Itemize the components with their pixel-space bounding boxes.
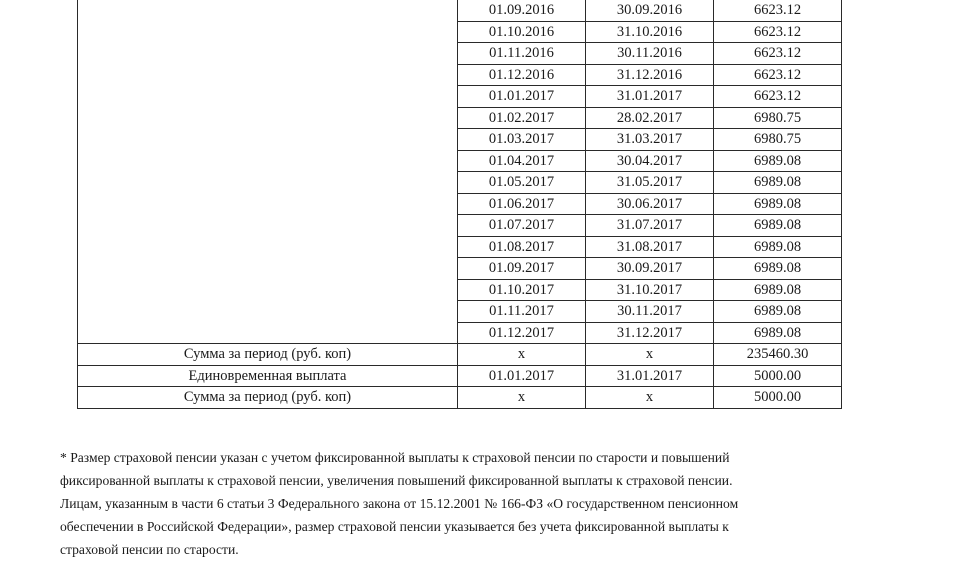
period-to-cell: 31.10.2017 xyxy=(586,279,714,301)
summary-to-cell: х xyxy=(586,387,714,409)
summary-row-lump-sum xyxy=(78,365,842,387)
period-from-cell: 01.12.2016 xyxy=(458,64,586,86)
amount-cell: 6623.12 xyxy=(714,64,842,86)
summary-from-cell: 01.01.2017 xyxy=(458,365,586,387)
period-to-cell: 31.12.2017 xyxy=(586,322,714,344)
period-to-cell: 30.06.2017 xyxy=(586,193,714,215)
period-to-cell: 30.09.2017 xyxy=(586,258,714,280)
period-from-cell: 01.04.2017 xyxy=(458,150,586,172)
footnote xyxy=(60,446,860,561)
period-from-cell: 01.11.2017 xyxy=(458,301,586,323)
summary-to-cell: х xyxy=(586,344,714,366)
amount-cell: 6989.08 xyxy=(714,279,842,301)
amount-cell: 6623.12 xyxy=(714,21,842,43)
amount-cell: 6989.08 xyxy=(714,236,842,258)
summary-label-cell: Единовременная выплата xyxy=(78,365,458,387)
merged-blank-cell xyxy=(78,0,458,344)
period-from-cell: 01.03.2017 xyxy=(458,129,586,151)
summary-row-lump-sum-total xyxy=(78,387,842,409)
footnote-line: Лицам, указанным в части 6 статьи 3 Федерального закона от 15.12.2001 № 166-ФЗ «О государственном пенсионном xyxy=(60,496,739,511)
amount-cell: 6623.12 xyxy=(714,86,842,108)
summary-label-cell: Сумма за период (руб. коп) xyxy=(78,387,458,409)
period-to-cell: 30.11.2016 xyxy=(586,43,714,65)
footnote-line: фиксированной выплаты к страховой пенсии, увеличения повышений фиксированной выплаты к страховой пенсии. xyxy=(60,473,733,488)
summary-amount-cell: 5000.00 xyxy=(714,387,842,409)
amount-cell: 6989.08 xyxy=(714,258,842,280)
period-from-cell: 01.10.2017 xyxy=(458,279,586,301)
period-to-cell: 31.10.2016 xyxy=(586,21,714,43)
period-from-cell: 01.02.2017 xyxy=(458,107,586,129)
period-from-cell: 01.11.2016 xyxy=(458,43,586,65)
amount-cell: 6989.08 xyxy=(714,322,842,344)
period-to-cell: 31.05.2017 xyxy=(586,172,714,194)
amount-cell: 6980.75 xyxy=(714,129,842,151)
period-from-cell: 01.05.2017 xyxy=(458,172,586,194)
footnote-paragraph xyxy=(60,446,860,561)
pension-payments-table xyxy=(77,0,842,409)
period-from-cell: 01.07.2017 xyxy=(458,215,586,237)
amount-cell: 6989.08 xyxy=(714,301,842,323)
period-from-cell: 01.10.2016 xyxy=(458,21,586,43)
period-from-cell: 01.12.2017 xyxy=(458,322,586,344)
period-to-cell: 30.11.2017 xyxy=(586,301,714,323)
summary-amount-cell: 235460.30 xyxy=(714,344,842,366)
period-to-cell: 28.02.2017 xyxy=(586,107,714,129)
amount-cell: 6989.08 xyxy=(714,150,842,172)
period-to-cell: 31.03.2017 xyxy=(586,129,714,151)
summary-row-period-total xyxy=(78,344,842,366)
period-from-cell: 01.06.2017 xyxy=(458,193,586,215)
summary-from-cell: х xyxy=(458,387,586,409)
amount-cell: 6989.08 xyxy=(714,215,842,237)
footnote-line: страховой пенсии по старости. xyxy=(60,542,239,557)
period-from-cell: 01.09.2017 xyxy=(458,258,586,280)
summary-to-cell: 31.01.2017 xyxy=(586,365,714,387)
summary-label-cell: Сумма за период (руб. коп) xyxy=(78,344,458,366)
period-to-cell: 31.12.2016 xyxy=(586,64,714,86)
period-to-cell: 31.08.2017 xyxy=(586,236,714,258)
summary-from-cell: х xyxy=(458,344,586,366)
table-row xyxy=(78,0,842,21)
period-to-cell: 30.04.2017 xyxy=(586,150,714,172)
amount-cell: 6980.75 xyxy=(714,107,842,129)
amount-cell: 6989.08 xyxy=(714,172,842,194)
period-from-cell: 01.01.2017 xyxy=(458,86,586,108)
amount-cell: 6623.12 xyxy=(714,43,842,65)
period-from-cell: 01.09.2016 xyxy=(458,0,586,21)
period-to-cell: 30.09.2016 xyxy=(586,0,714,21)
summary-amount-cell: 5000.00 xyxy=(714,365,842,387)
period-to-cell: 31.01.2017 xyxy=(586,86,714,108)
footnote-line: * Размер страховой пенсии указан с учетом фиксированной выплаты к страховой пенсии по старости и повышений xyxy=(60,450,730,465)
amount-cell: 6989.08 xyxy=(714,193,842,215)
amount-cell: 6623.12 xyxy=(714,0,842,21)
footnote-line: обеспечении в Российской Федерации», размер страховой пенсии указывается без учета фиксированной выплаты к xyxy=(60,519,729,534)
period-from-cell: 01.08.2017 xyxy=(458,236,586,258)
period-to-cell: 31.07.2017 xyxy=(586,215,714,237)
